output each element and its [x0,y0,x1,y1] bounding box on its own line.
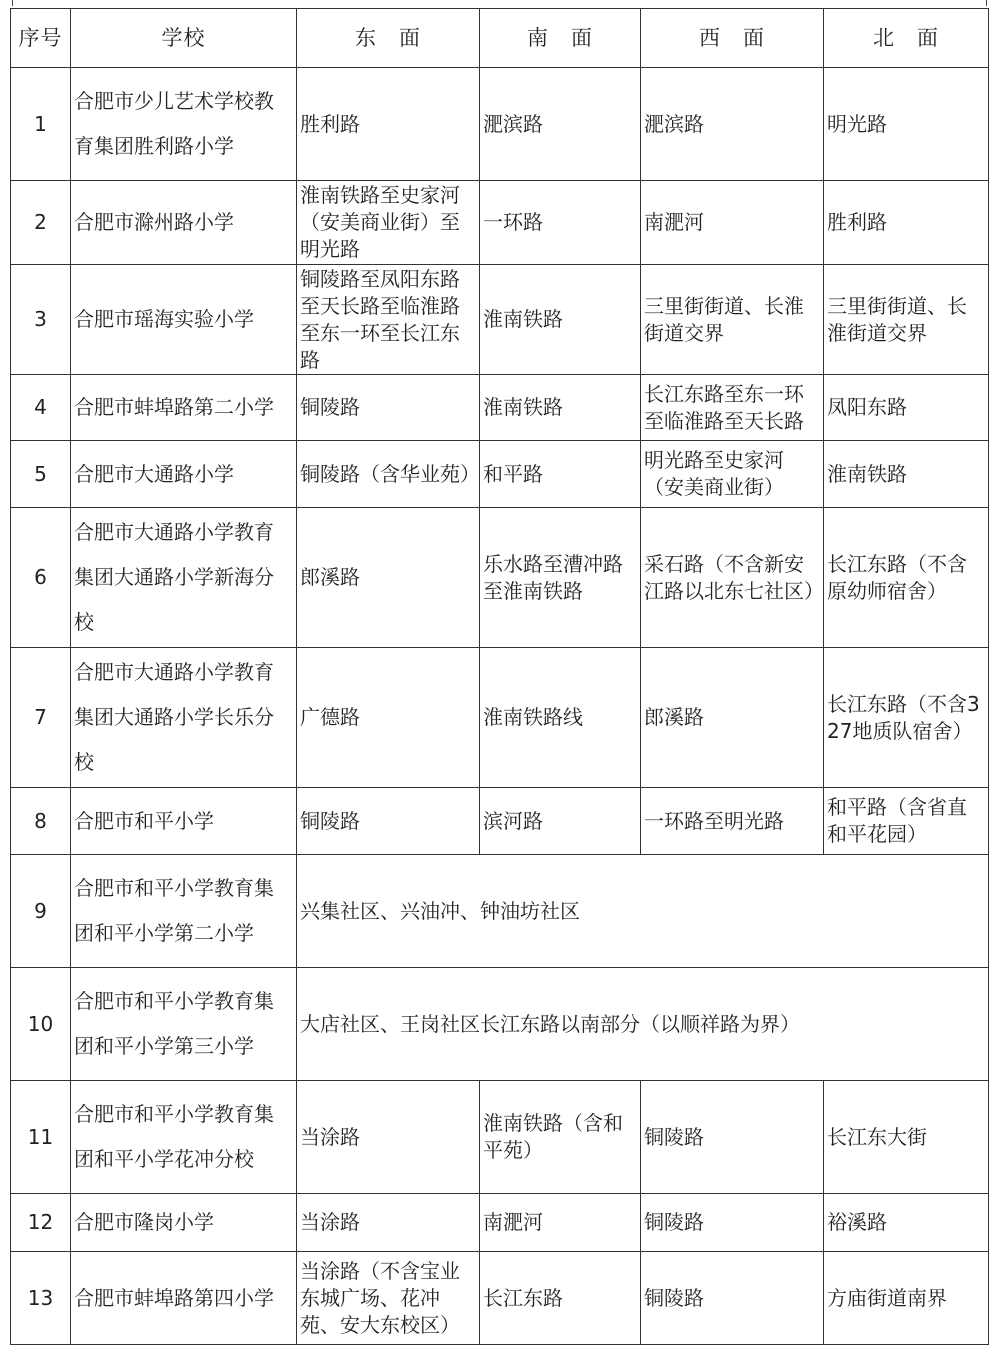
school-name: 合肥市隆岗小学 [71,1194,297,1252]
north-boundary: 长江东路（不含327地质队宿舍） [824,648,989,788]
north-boundary: 明光路 [824,68,989,181]
north-boundary: 方庙街道南界 [824,1252,989,1345]
school-name: 合肥市蚌埠路第四小学 [71,1252,297,1345]
left-edge-mark [12,0,13,6]
north-boundary: 裕溪路 [824,1194,989,1252]
west-boundary: 采石路（不含新安江路以北东七社区） [641,508,824,648]
south-boundary: 长江东路 [480,1252,641,1345]
table-row [11,648,989,788]
school-name: 合肥市瑶海实验小学 [71,265,297,375]
row-number: 13 [11,1252,71,1345]
south-boundary: 乐水路至漕冲路至淮南铁路 [480,508,641,648]
east-boundary: 广德路 [297,648,480,788]
west-boundary: 淝滨路 [641,68,824,181]
south-boundary: 淮南铁路 [480,375,641,441]
school-name: 合肥市和平小学教育集团和平小学第二小学 [71,855,297,968]
west-boundary: 铜陵路 [641,1194,824,1252]
school-district-table [10,8,989,1345]
north-boundary: 长江东路（不含原幼师宿舍） [824,508,989,648]
school-name: 合肥市和平小学教育集团和平小学第三小学 [71,968,297,1081]
school-name: 合肥市大通路小学教育集团大通路小学新海分校 [71,508,297,648]
table-row [11,375,989,441]
school-name: 合肥市和平小学教育集团和平小学花冲分校 [71,1081,297,1194]
table-row [11,855,989,968]
school-name: 合肥市滁州路小学 [71,181,297,265]
row-number: 6 [11,508,71,648]
school-name: 合肥市大通路小学教育集团大通路小学长乐分校 [71,648,297,788]
east-boundary: 铜陵路 [297,788,480,855]
header-west: 西 面 [641,9,824,68]
south-boundary: 淝滨路 [480,68,641,181]
merged-boundary: 兴集社区、兴油冲、钟油坊社区 [297,855,989,968]
header-number: 序号 [11,9,71,68]
west-boundary: 南淝河 [641,181,824,265]
right-edge-mark [986,0,987,6]
page-edge-marks [0,0,1000,6]
east-boundary: 胜利路 [297,68,480,181]
table-row [11,265,989,375]
header-south: 南 面 [480,9,641,68]
row-number: 3 [11,265,71,375]
merged-boundary: 大店社区、王岗社区长江东路以南部分（以顺祥路为界） [297,968,989,1081]
east-boundary: 铜陵路（含华业苑） [297,441,480,508]
east-boundary: 当涂路（不含宝业东城广场、花冲苑、安大东校区） [297,1252,480,1345]
row-number: 12 [11,1194,71,1252]
row-number: 1 [11,68,71,181]
east-boundary: 淮南铁路至史家河（安美商业街）至明光路 [297,181,480,265]
west-boundary: 铜陵路 [641,1252,824,1345]
west-boundary: 长江东路至东一环至临淮路至天长路 [641,375,824,441]
south-boundary: 一环路 [480,181,641,265]
south-boundary: 淮南铁路线 [480,648,641,788]
north-boundary: 长江东大街 [824,1081,989,1194]
table-row [11,788,989,855]
west-boundary: 明光路至史家河（安美商业街） [641,441,824,508]
row-number: 8 [11,788,71,855]
table-row [11,441,989,508]
north-boundary: 凤阳东路 [824,375,989,441]
east-boundary: 铜陵路 [297,375,480,441]
west-boundary: 郎溪路 [641,648,824,788]
south-boundary: 淮南铁路 [480,265,641,375]
south-boundary: 南淝河 [480,1194,641,1252]
header-school: 学校 [71,9,297,68]
north-boundary: 胜利路 [824,181,989,265]
north-boundary: 和平路（含省直和平花园） [824,788,989,855]
table-row [11,508,989,648]
east-boundary: 郎溪路 [297,508,480,648]
header-row [11,9,989,68]
row-number: 9 [11,855,71,968]
row-number: 7 [11,648,71,788]
north-boundary: 三里街街道、长淮街道交界 [824,265,989,375]
row-number: 10 [11,968,71,1081]
west-boundary: 铜陵路 [641,1081,824,1194]
table-row [11,1194,989,1252]
table-row [11,68,989,181]
table-row [11,1252,989,1345]
school-name: 合肥市少儿艺术学校教育集团胜利路小学 [71,68,297,181]
table-row [11,181,989,265]
table-row [11,968,989,1081]
row-number: 4 [11,375,71,441]
school-name: 合肥市蚌埠路第二小学 [71,375,297,441]
west-boundary: 三里街街道、长淮街道交界 [641,265,824,375]
school-name: 合肥市大通路小学 [71,441,297,508]
west-boundary: 一环路至明光路 [641,788,824,855]
school-name: 合肥市和平小学 [71,788,297,855]
south-boundary: 淮南铁路（含和平苑） [480,1081,641,1194]
south-boundary: 滨河路 [480,788,641,855]
row-number: 2 [11,181,71,265]
east-boundary: 当涂路 [297,1194,480,1252]
north-boundary: 淮南铁路 [824,441,989,508]
row-number: 5 [11,441,71,508]
table-row [11,1081,989,1194]
header-east: 东 面 [297,9,480,68]
south-boundary: 和平路 [480,441,641,508]
east-boundary: 铜陵路至凤阳东路至天长路至临淮路至东一环至长江东路 [297,265,480,375]
east-boundary: 当涂路 [297,1081,480,1194]
header-north: 北 面 [824,9,989,68]
row-number: 11 [11,1081,71,1194]
